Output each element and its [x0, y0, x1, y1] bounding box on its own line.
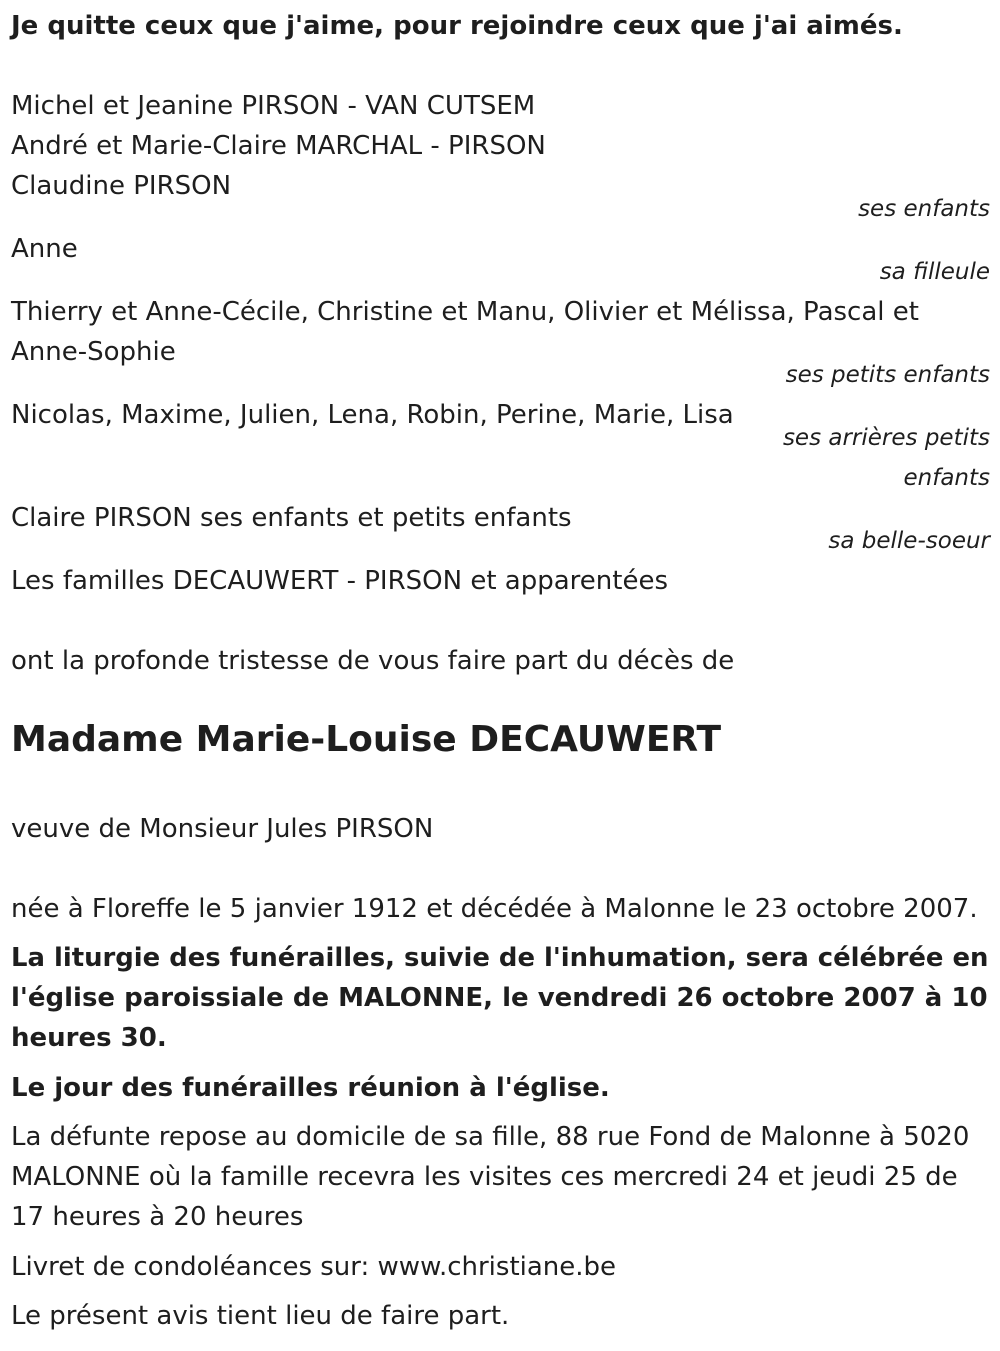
announcement: ont la profonde tristesse de vous faire part du décès de [11, 646, 735, 676]
notice: Le présent avis tient lieu de faire part. [11, 1301, 510, 1331]
role-great-grandchildren-1: ses arrières petits [782, 425, 990, 451]
role-children: ses enfants [858, 196, 990, 222]
family-grandchildren-1: Thierry et Anne-Cécile, Christine et Manu, Olivier et Mélissa, Pascal et [11, 297, 919, 327]
deceased-name: Madame Marie-Louise DECAUWERT [11, 719, 722, 760]
family-sister-in-law: Claire PIRSON ses enfants et petits enfants [11, 503, 572, 533]
visitation-line-1: La défunte repose au domicile de sa fille, 88 rue Fond de Malonne à 5020 [11, 1122, 970, 1152]
family-great-grandchildren: Nicolas, Maxime, Julien, Lena, Robin, Perine, Marie, Lisa [11, 400, 734, 430]
reunion: Le jour des funérailles réunion à l'église. [11, 1073, 610, 1103]
opening-quote: Je quitte ceux que j'aime, pour rejoindre ceux que j'ai aimés. [11, 11, 903, 41]
family-goddaughter: Anne [11, 234, 78, 264]
family-grandchildren-2: Anne-Sophie [11, 337, 176, 367]
role-grandchildren: ses petits enfants [785, 362, 990, 388]
family-extended: Les familles DECAUWERT - PIRSON et apparentées [11, 566, 668, 596]
liturgy-line-3: heures 30. [11, 1023, 167, 1053]
family-children-3: Claudine PIRSON [11, 171, 232, 201]
family-children-1: Michel et Jeanine PIRSON - VAN CUTSEM [11, 91, 536, 121]
role-goddaughter: sa filleule [879, 259, 990, 285]
visitation-line-2: MALONNE où la famille recevra les visites ces mercredi 24 et jeudi 25 de [11, 1162, 958, 1192]
liturgy-line-2: l'église paroissiale de MALONNE, le vendredi 26 octobre 2007 à 10 [11, 983, 988, 1013]
birth-death-dates: née à Floreffe le 5 janvier 1912 et décédée à Malonne le 23 octobre 2007. [11, 894, 978, 924]
role-sister-in-law: sa belle-soeur [828, 528, 990, 554]
role-great-grandchildren-2: enfants [903, 465, 990, 491]
family-children-2: André et Marie-Claire MARCHAL - PIRSON [11, 131, 546, 161]
widow-of: veuve de Monsieur Jules PIRSON [11, 814, 434, 844]
liturgy-line-1: La liturgie des funérailles, suivie de l'inhumation, sera célébrée en [11, 943, 989, 973]
condolences: Livret de condoléances sur: www.christiane.be [11, 1252, 617, 1282]
visitation-line-3: 17 heures à 20 heures [11, 1202, 304, 1232]
